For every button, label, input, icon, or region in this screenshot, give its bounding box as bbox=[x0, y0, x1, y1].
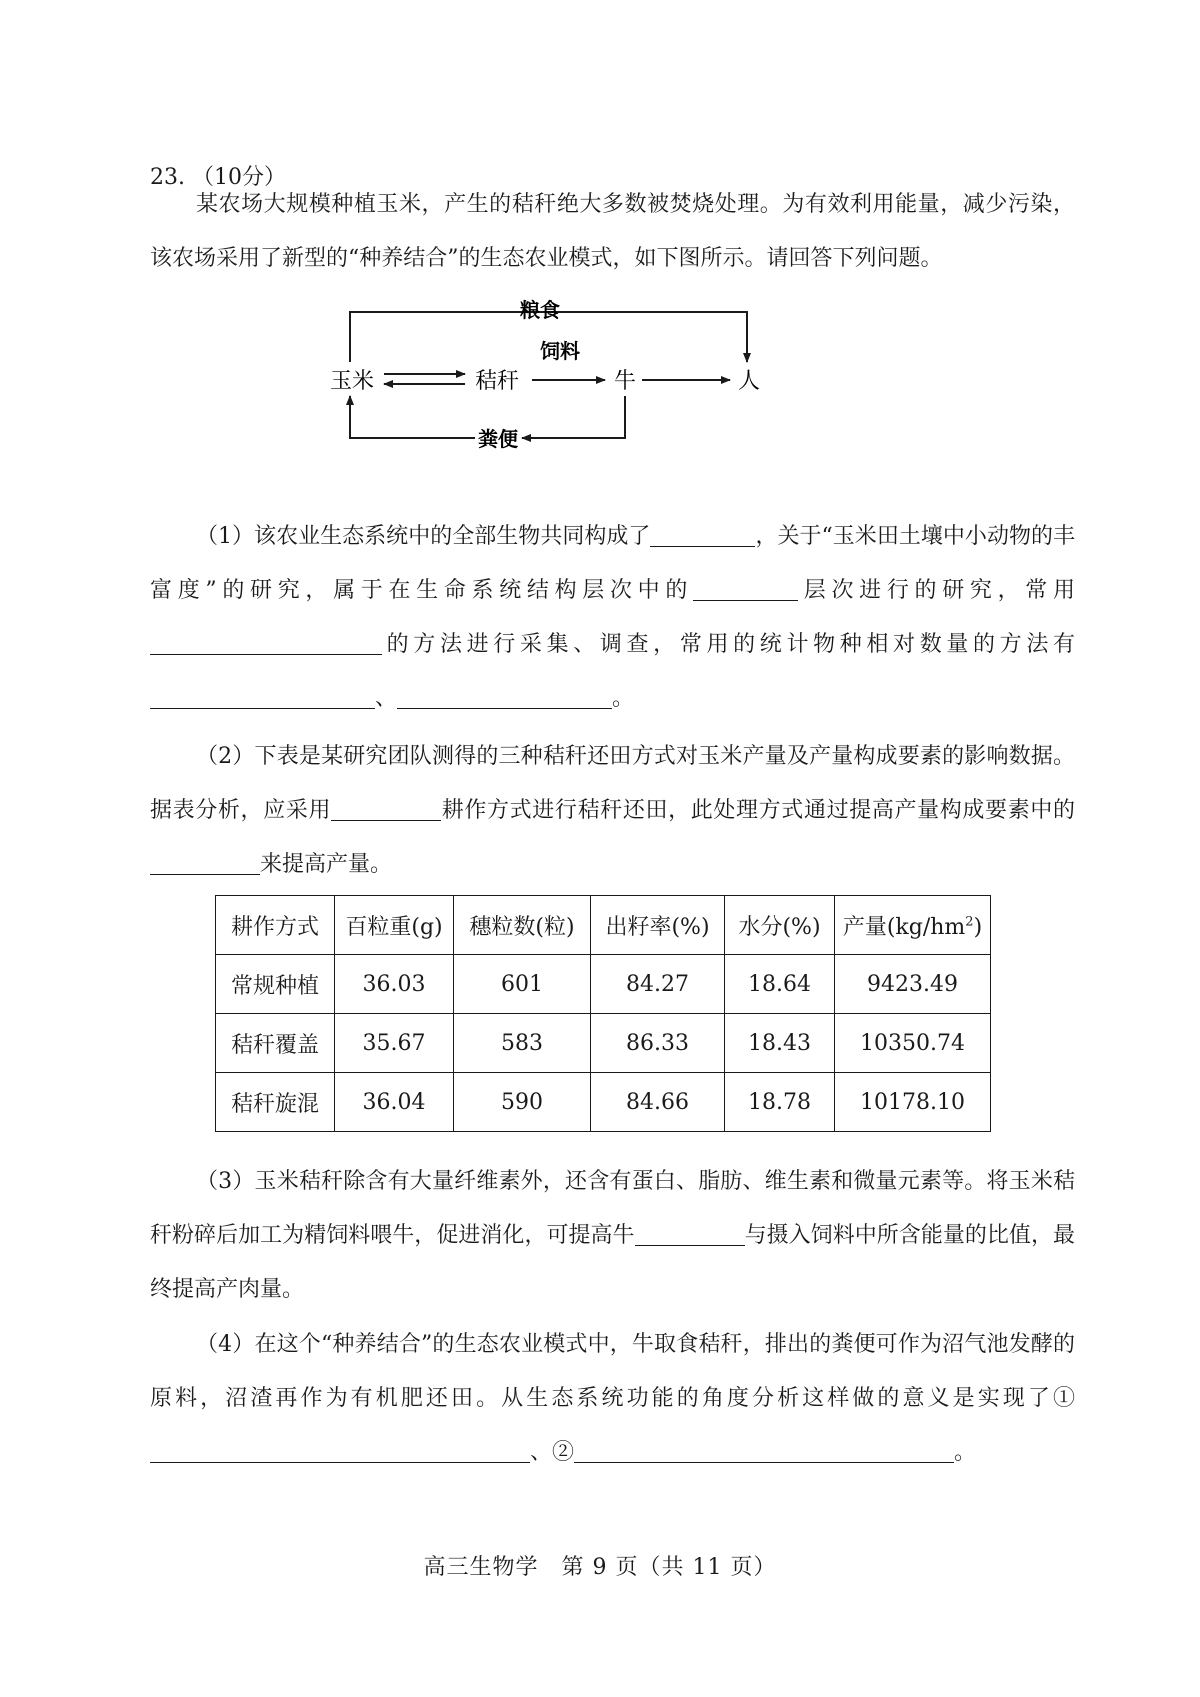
question-2 bbox=[150, 730, 1075, 892]
node-corn: 玉米 bbox=[330, 369, 375, 394]
q4-text-b: 发酵的原料，沼渣再作为有机肥还田。从生态系统功能的角度分析这样做的意义是实现了 bbox=[150, 1332, 1075, 1411]
manure-label: 粪便 bbox=[478, 427, 518, 451]
manure-arrow-left bbox=[350, 396, 475, 438]
q1-blank-level[interactable] bbox=[693, 578, 798, 601]
q1-text-e: 用 bbox=[1052, 578, 1075, 603]
table-cell: 35.67 bbox=[335, 1014, 454, 1073]
intro-paragraph bbox=[150, 178, 1075, 286]
header-cell: 耕作方式 bbox=[216, 896, 335, 955]
table-cell: 86.33 bbox=[591, 1014, 725, 1073]
table-cell: 84.27 bbox=[591, 955, 725, 1014]
q3-text-c: 与摄入饲料中所含 bbox=[744, 1223, 921, 1248]
q1-text-i: 。 bbox=[612, 686, 635, 711]
table-cell: 18.78 bbox=[725, 1073, 835, 1132]
q3-text-d: 能量的比值，最终提高产肉量。 bbox=[150, 1223, 1075, 1302]
q1-text-g: 有 bbox=[1052, 632, 1075, 657]
q1-text-d: 层次进行的研究，常 bbox=[798, 578, 1053, 603]
question-1 bbox=[150, 510, 1075, 726]
q4-text-c: ① bbox=[1052, 1386, 1075, 1411]
yield-table bbox=[215, 895, 991, 1132]
q2-text-a: （2）下表是某研究团队测得的三种秸秆还田方式对玉米产量及产量构成要素的影响 bbox=[196, 744, 1009, 769]
table-row bbox=[216, 1073, 991, 1132]
q1-text-b: ，关于“玉米田土壤中小 bbox=[755, 524, 987, 549]
header-yield-close: ) bbox=[973, 914, 983, 940]
q3-text-b: 玉米秸秆粉碎后加工为精饲料喂牛，促进消化，可提高牛 bbox=[150, 1169, 1075, 1248]
q2-text-d: 构成要素中的 bbox=[939, 798, 1075, 823]
table-header-row bbox=[216, 896, 991, 955]
manure-arrow-right bbox=[522, 396, 625, 438]
q1-blank-stat-2[interactable] bbox=[397, 686, 612, 709]
q1-blank-community[interactable] bbox=[650, 524, 755, 547]
question-3 bbox=[150, 1155, 1075, 1317]
header-cell: 穗粒数(粒) bbox=[454, 896, 591, 955]
intro-line-2: 污染，该农场采用了新型的“种养结合”的生态农业模式，如下图所示。请回答下列问题。 bbox=[150, 192, 1075, 271]
page-footer: 高三生物学 第 9 页（共 11 页） bbox=[423, 1555, 777, 1580]
question-number-text: 23. bbox=[150, 165, 185, 190]
table-cell: 601 bbox=[454, 955, 591, 1014]
table-cell: 10350.74 bbox=[835, 1014, 991, 1073]
table-cell: 9423.49 bbox=[835, 955, 991, 1014]
table-cell: 秸秆旋混 bbox=[216, 1073, 335, 1132]
header-cell: 百粒重(g) bbox=[335, 896, 454, 955]
table-cell: 18.43 bbox=[725, 1014, 835, 1073]
q4-text-d: 、② bbox=[530, 1440, 575, 1465]
table-cell: 10178.10 bbox=[835, 1073, 991, 1132]
q4-text-e: 。 bbox=[954, 1440, 977, 1465]
q1-text-c: 动物的丰富度”的研究，属于在生命系统结构层次中的 bbox=[150, 524, 1075, 603]
q2-text-b: 数据。据表分析，应采用 bbox=[150, 744, 1075, 823]
q2-blank-factor[interactable] bbox=[150, 852, 260, 875]
feed-label: 饲料 bbox=[540, 339, 580, 363]
table-cell: 590 bbox=[454, 1073, 591, 1132]
table-cell: 常规种植 bbox=[216, 955, 335, 1014]
q3-blank-energy[interactable] bbox=[635, 1223, 745, 1246]
q1-text-f: 的方法进行采集、调查，常用的统计物种相对数量的方法 bbox=[382, 632, 1053, 657]
table-cell: 583 bbox=[454, 1014, 591, 1073]
q1-text-h: 、 bbox=[375, 686, 398, 711]
header-yield-text: 产量(kg/hm bbox=[842, 914, 966, 940]
grain-label: 粮食 bbox=[520, 298, 560, 323]
header-cell-yield bbox=[835, 896, 991, 955]
q1-blank-stat-1[interactable] bbox=[150, 686, 375, 709]
table-cell: 秸秆覆盖 bbox=[216, 1014, 335, 1073]
q1-text-a: （1）该农业生态系统中的全部生物共同构成了 bbox=[196, 524, 651, 549]
table-cell: 36.03 bbox=[335, 955, 454, 1014]
q3-text-a: （3）玉米秸秆除含有大量纤维素外，还含有蛋白、脂肪、维生素和微量元素等。将 bbox=[196, 1169, 1009, 1194]
q2-blank-method[interactable] bbox=[331, 798, 441, 821]
node-cattle: 牛 bbox=[614, 369, 637, 394]
table-cell: 36.04 bbox=[335, 1073, 454, 1132]
question-4 bbox=[150, 1318, 1075, 1480]
question-points: （10分） bbox=[192, 165, 286, 190]
q4-blank-1[interactable] bbox=[150, 1440, 530, 1463]
header-cell: 出籽率(%) bbox=[591, 896, 725, 955]
node-person: 人 bbox=[738, 369, 761, 394]
intro-line-1: 某农场大规模种植玉米，产生的秸秆绝大多数被焚烧处理。为有效利用能量，减少 bbox=[196, 192, 1008, 217]
q4-text-a: （4）在这个“种养结合”的生态农业模式中，牛取食秸秆，排出的粪便可作为沼气池 bbox=[196, 1332, 1009, 1357]
table-cell: 18.64 bbox=[725, 955, 835, 1014]
table-row bbox=[216, 955, 991, 1014]
header-cell: 水分(%) bbox=[725, 896, 835, 955]
node-straw: 秸秆 bbox=[475, 369, 520, 394]
q2-text-e: 来提高产量。 bbox=[260, 852, 393, 877]
header-yield-superscript: 2 bbox=[965, 914, 974, 930]
q2-text-c: 耕作方式进行秸秆还田，此处理方式通过提高产量 bbox=[441, 798, 940, 823]
table-row bbox=[216, 1014, 991, 1073]
eco-agriculture-diagram bbox=[330, 298, 770, 460]
q1-blank-method[interactable] bbox=[150, 632, 382, 655]
q4-blank-2[interactable] bbox=[574, 1440, 954, 1463]
table-cell: 84.66 bbox=[591, 1073, 725, 1132]
